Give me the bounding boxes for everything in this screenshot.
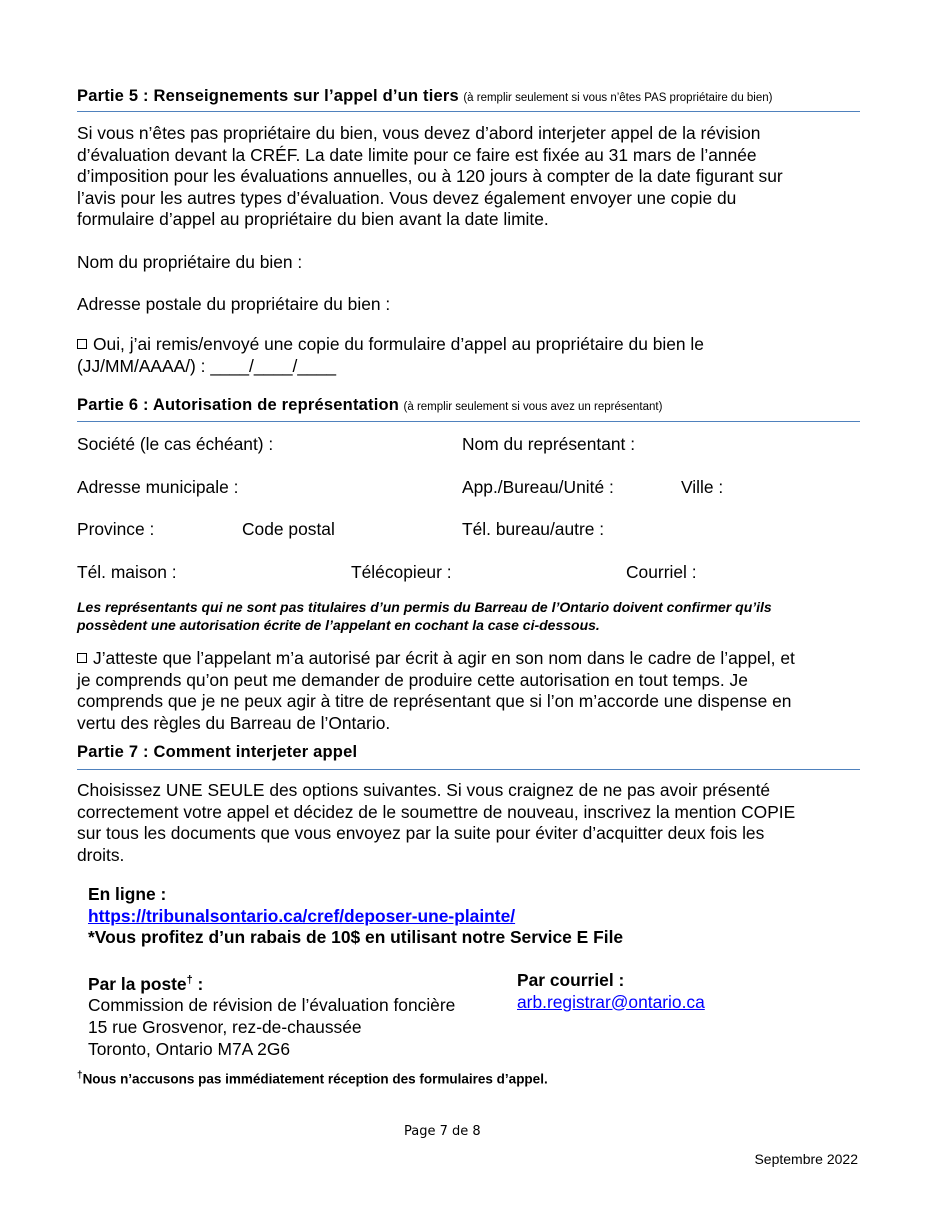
mail-heading: Par la poste† : xyxy=(88,973,204,994)
part6-note: (à remplir seulement si vous avez un représentant) xyxy=(403,401,663,413)
paragraph-line: Si vous n’êtes pas propriétaire du bien, vous devez d’abord interjeter appel de la révision xyxy=(77,123,761,143)
dagger-mark: † xyxy=(186,974,193,986)
part7-title: Partie 7 : Comment interjeter appel xyxy=(77,743,358,761)
footnote-dagger: † xyxy=(77,1070,83,1081)
page-number: Page 7 de 8 xyxy=(404,1124,481,1139)
mail-address-line: Commission de révision de l’évaluation foncière xyxy=(88,995,456,1016)
warning-line: possèdent une autorisation écrite de l’appelant en cochant la case ci-dessous. xyxy=(77,617,600,633)
part5-paragraph xyxy=(77,123,860,231)
representative-name-label: Nom du représentant : xyxy=(462,434,636,454)
online-heading: En ligne : xyxy=(88,884,167,904)
footnote-text: Nous n’accusons pas immédiatement réception des formulaires d’appel. xyxy=(82,1071,548,1087)
part6-title: Partie 6 : Autorisation de représentation xyxy=(77,396,400,414)
mail-option xyxy=(88,970,455,1060)
part6-heading xyxy=(77,396,662,415)
paragraph-line: d’évaluation devant la CRÉF. La date limite pour ce faire est fixée au 31 mars de l’année xyxy=(77,144,757,165)
postal-code-label: Code postal xyxy=(242,519,335,539)
street-address-label: Adresse municipale : xyxy=(77,477,239,497)
attestation-line: je comprends qu’on peut me demander de produire cette autorisation en tout temps. Je xyxy=(77,669,748,690)
email-label: Courriel : xyxy=(626,562,697,582)
online-discount-note: *Vous profitez d’un rabais de 10$ en utilisant notre Service E File xyxy=(88,927,624,948)
paragraph-line: l’avis pour les autres types d’évaluation. Vous devez également envoyer une copie du xyxy=(77,187,737,208)
fax-label: Télécopieur : xyxy=(351,562,452,582)
owner-address-label: Adresse postale du propriétaire du bien : xyxy=(77,294,391,314)
revision-date: Septembre 2022 xyxy=(754,1151,858,1167)
part7-heading xyxy=(77,743,357,762)
paragraph-line: d’imposition pour les évaluations annuelles, ou à 120 jours à compter de la date figurant sur xyxy=(77,166,783,187)
footnote xyxy=(77,1070,548,1087)
owner-copy-confirmation xyxy=(77,334,860,377)
email-heading: Par courriel : xyxy=(517,970,625,990)
home-phone-label: Tél. maison : xyxy=(77,562,177,582)
mail-address-line: 15 rue Grosvenor, rez-de-chaussée xyxy=(88,1016,362,1037)
office-phone-label: Tél. bureau/autre : xyxy=(462,519,605,539)
representative-warning xyxy=(77,598,860,634)
part5-note: (à remplir seulement si vous n’êtes PAS propriétaire du bien) xyxy=(463,92,773,104)
warning-line: Les représentants qui ne sont pas titulaires d’un permis du Barreau de l’Ontario doivent confirmer qu’ils xyxy=(77,599,772,615)
unit-label: App./Bureau/Unité : xyxy=(462,477,614,497)
attestation-line: comprends que je ne peux agir à titre de représentant que si l’on m’accorde une dispense en xyxy=(77,691,792,712)
online-option xyxy=(88,884,623,949)
part5-heading xyxy=(77,87,772,106)
email-option xyxy=(517,970,705,1013)
city-label: Ville : xyxy=(681,477,724,497)
online-filing-link[interactable]: https://tribunalsontario.ca/cref/deposer-une-plainte/ xyxy=(88,905,516,926)
owner-copy-date-field[interactable]: (JJ/MM/AAAA/) : ____/____/____ xyxy=(77,355,337,376)
registrar-email-link[interactable]: arb.registrar@ontario.ca xyxy=(517,991,705,1012)
paragraph-line: droits. xyxy=(77,844,125,865)
paragraph-line: Choisissez UNE SEULE des options suivantes. Si vous craignez de ne pas avoir présenté xyxy=(77,780,771,800)
part7-divider xyxy=(77,769,860,770)
paragraph-line: correctement votre appel et décidez de le soumettre de nouveau, inscrivez la mention COPIE xyxy=(77,801,796,822)
paragraph-line: formulaire d’appel au propriétaire du bien avant la date limite. xyxy=(77,209,549,230)
owner-copy-label: Oui, j’ai remis/envoyé une copie du formulaire d’appel au propriétaire du bien le xyxy=(93,334,704,354)
attestation-paragraph xyxy=(77,648,860,734)
part7-paragraph xyxy=(77,780,860,866)
province-label: Province : xyxy=(77,519,155,539)
part5-divider xyxy=(77,111,860,112)
attestation-line: J’atteste que l’appelant m’a autorisé par écrit à agir en son nom dans le cadre de l’appel, et xyxy=(93,648,795,668)
part6-divider xyxy=(77,421,860,422)
part5-title: Partie 5 : Renseignements sur l’appel d’un tiers xyxy=(77,87,459,105)
attestation-line: vertu des règles du Barreau de l’Ontario. xyxy=(77,712,391,733)
mail-address-line: Toronto, Ontario M7A 2G6 xyxy=(88,1038,291,1059)
owner-copy-checkbox[interactable] xyxy=(77,339,87,349)
paragraph-line: sur tous les documents que vous envoyez par la suite pour éviter d’acquitter deux fois les xyxy=(77,823,765,844)
owner-name-label: Nom du propriétaire du bien : xyxy=(77,252,303,272)
societe-label: Société (le cas échéant) : xyxy=(77,434,274,454)
attestation-checkbox[interactable] xyxy=(77,653,87,663)
